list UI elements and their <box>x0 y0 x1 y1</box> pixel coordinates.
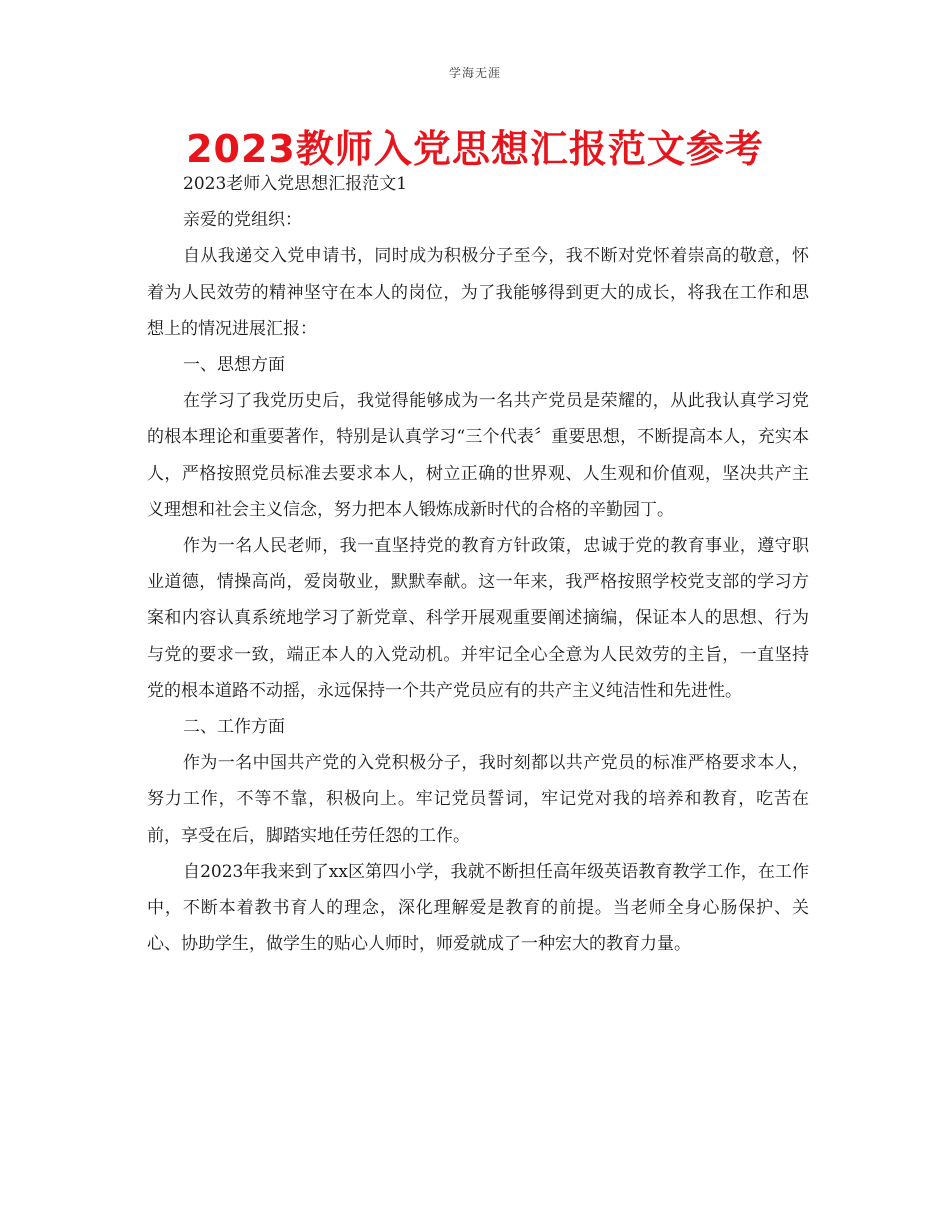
body-paragraph: 自2023年我来到了xx区第四小学，我就不断担任高年级英语教育教学工作，在工作中，不断本着教书育人的理念，深化理解爱是教育的前提。当老师全身心肠保护、关心、协助学生，做学生的贴心人师时，师爱就成了一种宏大的教育力量。 <box>147 861 809 955</box>
section-heading-work: 二、工作方面 <box>183 717 285 738</box>
document-body <box>147 166 809 962</box>
body-paragraph: 作为一名人民老师，我一直坚持党的教育方针政策，忠诚于党的教育事业，遵守职业道德，情操高尚，爱岗敬业，默默奉献。这一年来，我严格按照学校党支部的学习方案和内容认真系统地学习了新党章、科学开展观重要阐述摘编，保证本人的思想、行为与党的要求一致，端正本人的入党动机。并牢记全心全意为人民效劳的主旨，一直坚持党的根本道路不动摇，永远保持一个共产党员应有的共产主义纯洁性和先进性。 <box>147 536 809 701</box>
subtitle-line: 2023老师入党思想汇报范文1 <box>183 174 408 194</box>
section-heading-thought: 一、思想方面 <box>183 355 285 376</box>
body-paragraph: 在学习了我党历史后，我觉得能够成为一名共产党员是荣耀的，从此我认真学习党的根本理论和重要著作，特别是认真学习“三个代表〞重要思想，不断提高本人，充实本人，严格按照党员标准去要求本人，树立正确的世界观、人生观和价值观，坚决共产主义理想和社会主义信念，努力把本人锻炼成新时代的合格的辛勤园丁。 <box>147 391 809 520</box>
body-paragraph: 作为一名中国共产党的入党积极分子，我时刻都以共产党员的标准严格要求本人，努力工作，不等不靠，积极向上。牢记党员誓词，牢记党对我的培养和教育，吃苦在前，享受在后，脚踏实地任劳任怨的工作。 <box>147 753 809 846</box>
salutation: 亲爱的党组织： <box>183 210 302 231</box>
document-title: 2023教师入党思想汇报范文参考 <box>186 127 764 171</box>
body-paragraph: 自从我递交入党申请书，同时成为积极分子至今，我不断对党怀着崇高的敬意，怀着为人民效劳的精神坚守在本人的岗位，为了我能够得到更大的成长，将我在工作和思想上的情况进展汇报： <box>147 246 809 339</box>
page-header: 学海无涯 <box>448 66 501 80</box>
